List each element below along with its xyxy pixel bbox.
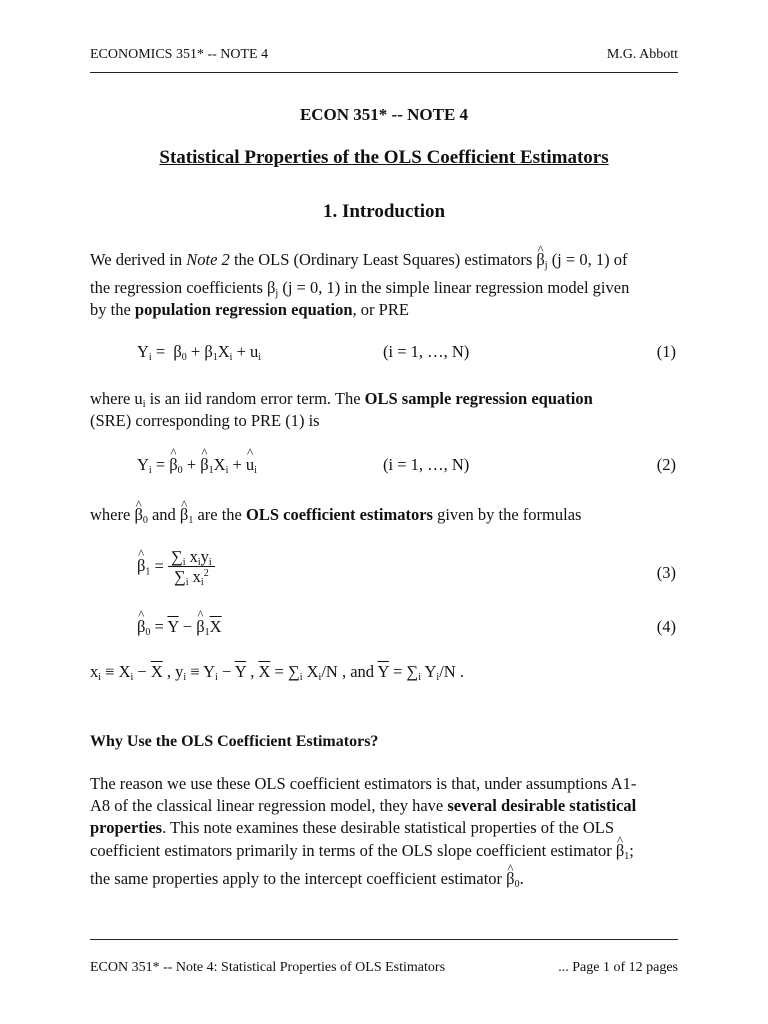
para4-line5: the same properties apply to the intercept coefficient estimator ^ $\beta_0$. [90, 868, 524, 890]
para4-line4: coefficient estimators primarily in terms of the OLS slope coefficient estimator ^ $\beta_1$; [90, 840, 634, 862]
para3-line: where ^ $\beta_0$ and ^ $\beta_1$ are the OLS coefficient estimators given by the formulas [90, 504, 581, 526]
equation-4: ^ $\beta_0 = \overline{Y}$ − ^ $\beta_1\overline{X}$ [137, 617, 222, 637]
para1-line3: by the population regression equation, or PRE [90, 300, 409, 319]
para1-line1: We derived in Note 2 the OLS (Ordinary Least Squares) estimators ^ $\beta_j$ (j = 0, 1) of [90, 249, 627, 271]
footer-rule [90, 939, 678, 940]
definitions-line: $x_i \equiv X_i - \overline{X}$ , $y_i \equiv Y_i - \overline{Y}$ , $\overline{X} = \sum_i$ $X_i/N$ , and $\overline{Y} = \sum_i$ $Y_i/N$ . [90, 662, 464, 683]
para4-line3: properties. This note examines these desirable statistical properties of the OLS [90, 818, 615, 837]
header-left: ECONOMICS 351* -- NOTE 4 [90, 47, 269, 62]
equation-2-number: (2) [656, 455, 676, 474]
equation-3-number: (3) [656, 563, 676, 582]
header-rule [90, 72, 678, 73]
para1-line2: the regression coefficients $\beta_j$ (j = 0, 1) in the simple linear regression model given [90, 278, 630, 299]
header-right: M.G. Abbott [606, 47, 678, 62]
equation-2-range: (i = 1, …, N) [383, 455, 470, 474]
note-title: ECON 351* -- NOTE 4 [299, 105, 469, 124]
beta-hat-j: ^ β [536, 249, 544, 271]
equation-1-number: (1) [656, 342, 676, 361]
equation-3: ^ $\beta_1$ = $\frac{\sum_i x_iy_i}{\sum_i x_i^2}$ [137, 548, 215, 587]
para2-line1: where $u_i$ is an iid random error term. The OLS sample regression equation [90, 389, 593, 410]
equation-2: $Y_i$ = ^ $\beta_0$ + ^ $\beta_1X_i$ + ^ $u_i$ [137, 455, 257, 475]
equation-1: $Y_i = \beta_0 + \beta_1X_i + u_i$ [137, 342, 262, 363]
section-title: 1. Introduction [322, 201, 446, 222]
equation-1-range: (i = 1, …, N) [383, 342, 470, 361]
footer-right: ... Page 1 of 12 pages [558, 960, 678, 975]
para4-line1: The reason we use these OLS coefficient estimators is that, under assumptions A1- [90, 774, 637, 793]
equation-4-number: (4) [656, 617, 676, 636]
footer-left: ECON 351* -- Note 4: Statistical Properties of OLS Estimators [90, 960, 446, 975]
main-title: Statistical Properties of the OLS Coefficient Estimators [159, 147, 609, 168]
subheading: Why Use the OLS Coefficient Estimators? [90, 733, 379, 750]
para2-line2: (SRE) corresponding to PRE (1) is [90, 411, 320, 430]
para4-line2: A8 of the classical linear regression model, they have several desirable statistical [90, 796, 637, 815]
